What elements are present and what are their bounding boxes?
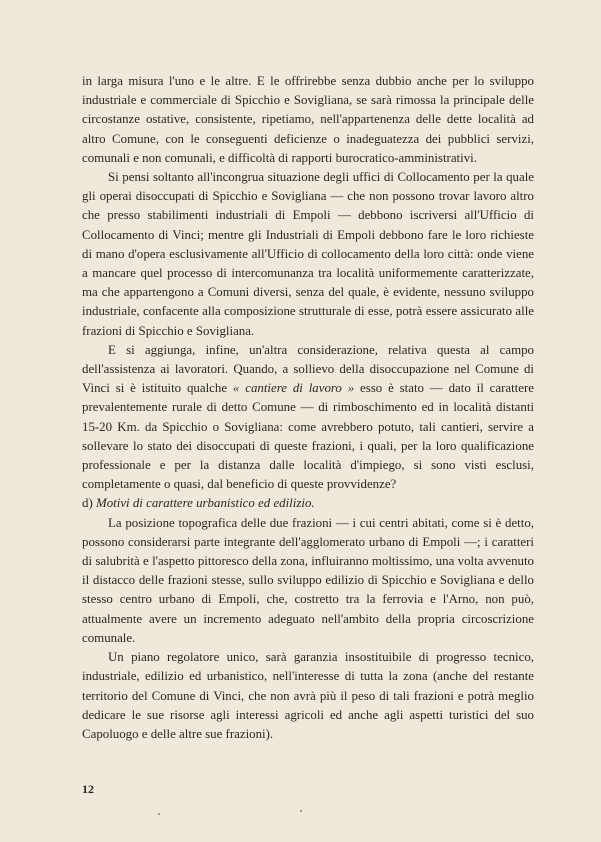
page-number: 12 (82, 782, 94, 796)
body-text (82, 72, 534, 744)
paragraph-3-text-before: E si aggiunga, infine, un'altra considerazione, relativa questa al campo dell'assistenza ai lavoratori. Quando, a sollievo della disoccupazione nel Comune di Vinci si è istituito qualche (82, 342, 534, 396)
paragraph-2: Si pensi soltanto all'incongrua situazione degli uffici di Collocamento per la quale gli operai disoccupati di Spicchio e Sovigliana — che non possono trovar lavoro altro che presso stabilimenti industriali di Empoli — debbono iscriversi all'Ufficio di Collocamento di Vinci; mentre gli Industriali di Empoli debbono fare le loro richieste di mano d'opera esclusivamente all'Ufficio di collocamento della loro città: onde viene a mancare quel processo di intercomunanza tra località uniformemente caratterizzate, ma che appartengono a Comuni diversi, senza del quale, è evidente, nessuno sviluppo industriale, confacente alla composizione strutturale di esse, potrà essere assicurato alle frazioni di Spicchio e Sovigliana. (82, 170, 534, 338)
section-heading-prefix: d) (82, 496, 93, 511)
paragraph-1: in larga misura l'uno e le altre. E le offrirebbe senza dubbio anche per lo sviluppo industriale e commerciale di Spicchio e Sovigliana, se sarà rimossa la principale delle circostanze ostative, consistente, ripetiamo, nell'appartenenza delle dette località ad altro Comune, con le conseguenti deficienze o inadeguatezza dei pubblici servizi, comunali e non comunali, e difficoltà di rapporti burocratico-amministrativi. (82, 74, 534, 165)
paper-speck (300, 810, 302, 812)
section-heading-title: Motivi di carattere urbanistico ed edilizio. (95, 496, 315, 511)
paragraph-3 (82, 341, 534, 495)
paragraph-3-italic: « cantiere di lavoro » (232, 381, 355, 396)
paragraph-3-text-after: esso è stato — dato il carattere prevalentemente rurale di detto Comune — di rimboschimento ed in località distanti 15-20 Km. da Spicchio o Sovigliana: come avrebbero potuto, tali cantieri, servire a sollevare lo stato dei disoccupati di queste frazioni, i quali, per la loro qualificazione professionale e per la distanza dalle località d'impiego, si sono visti esclusi, completamente o quasi, dal beneficio di queste provvidenze? (82, 381, 534, 492)
paragraph-4: La posizione topografica delle due frazioni — i cui centri abitati, come si è detto, possono considerarsi parte integrante dell'agglomerato urbano di Empoli —; i caratteri di salubrità e l'aspetto pittoresco della zona, influiranno moltissimo, una volta avvenuto il distacco delle frazioni stesse, sullo sviluppo edilizio di Spicchio e Sovigliana e dello stesso centro urbano di Empoli, che, costretto tra la ferrovia e l'Arno, non può, attualmente avere un incremento adeguato nell'ambito della propria circoscrizione comunale. (82, 515, 534, 645)
section-heading-d (82, 494, 534, 513)
paragraph-5: Un piano regolatore unico, sarà garanzia insostituibile di progresso tecnico, industriale, edilizio ed urbanistico, nell'interesse di tutta la zona (anche del restante territorio del Comune di Vinci, che non avrà più il peso di tali frazioni e potrà meglio dedicare le sue risorse agli interessi agricoli ed anche agli aspetti turistici del suo Capoluogo e delle altre sue frazioni). (82, 650, 534, 741)
paper-speck (158, 813, 160, 815)
